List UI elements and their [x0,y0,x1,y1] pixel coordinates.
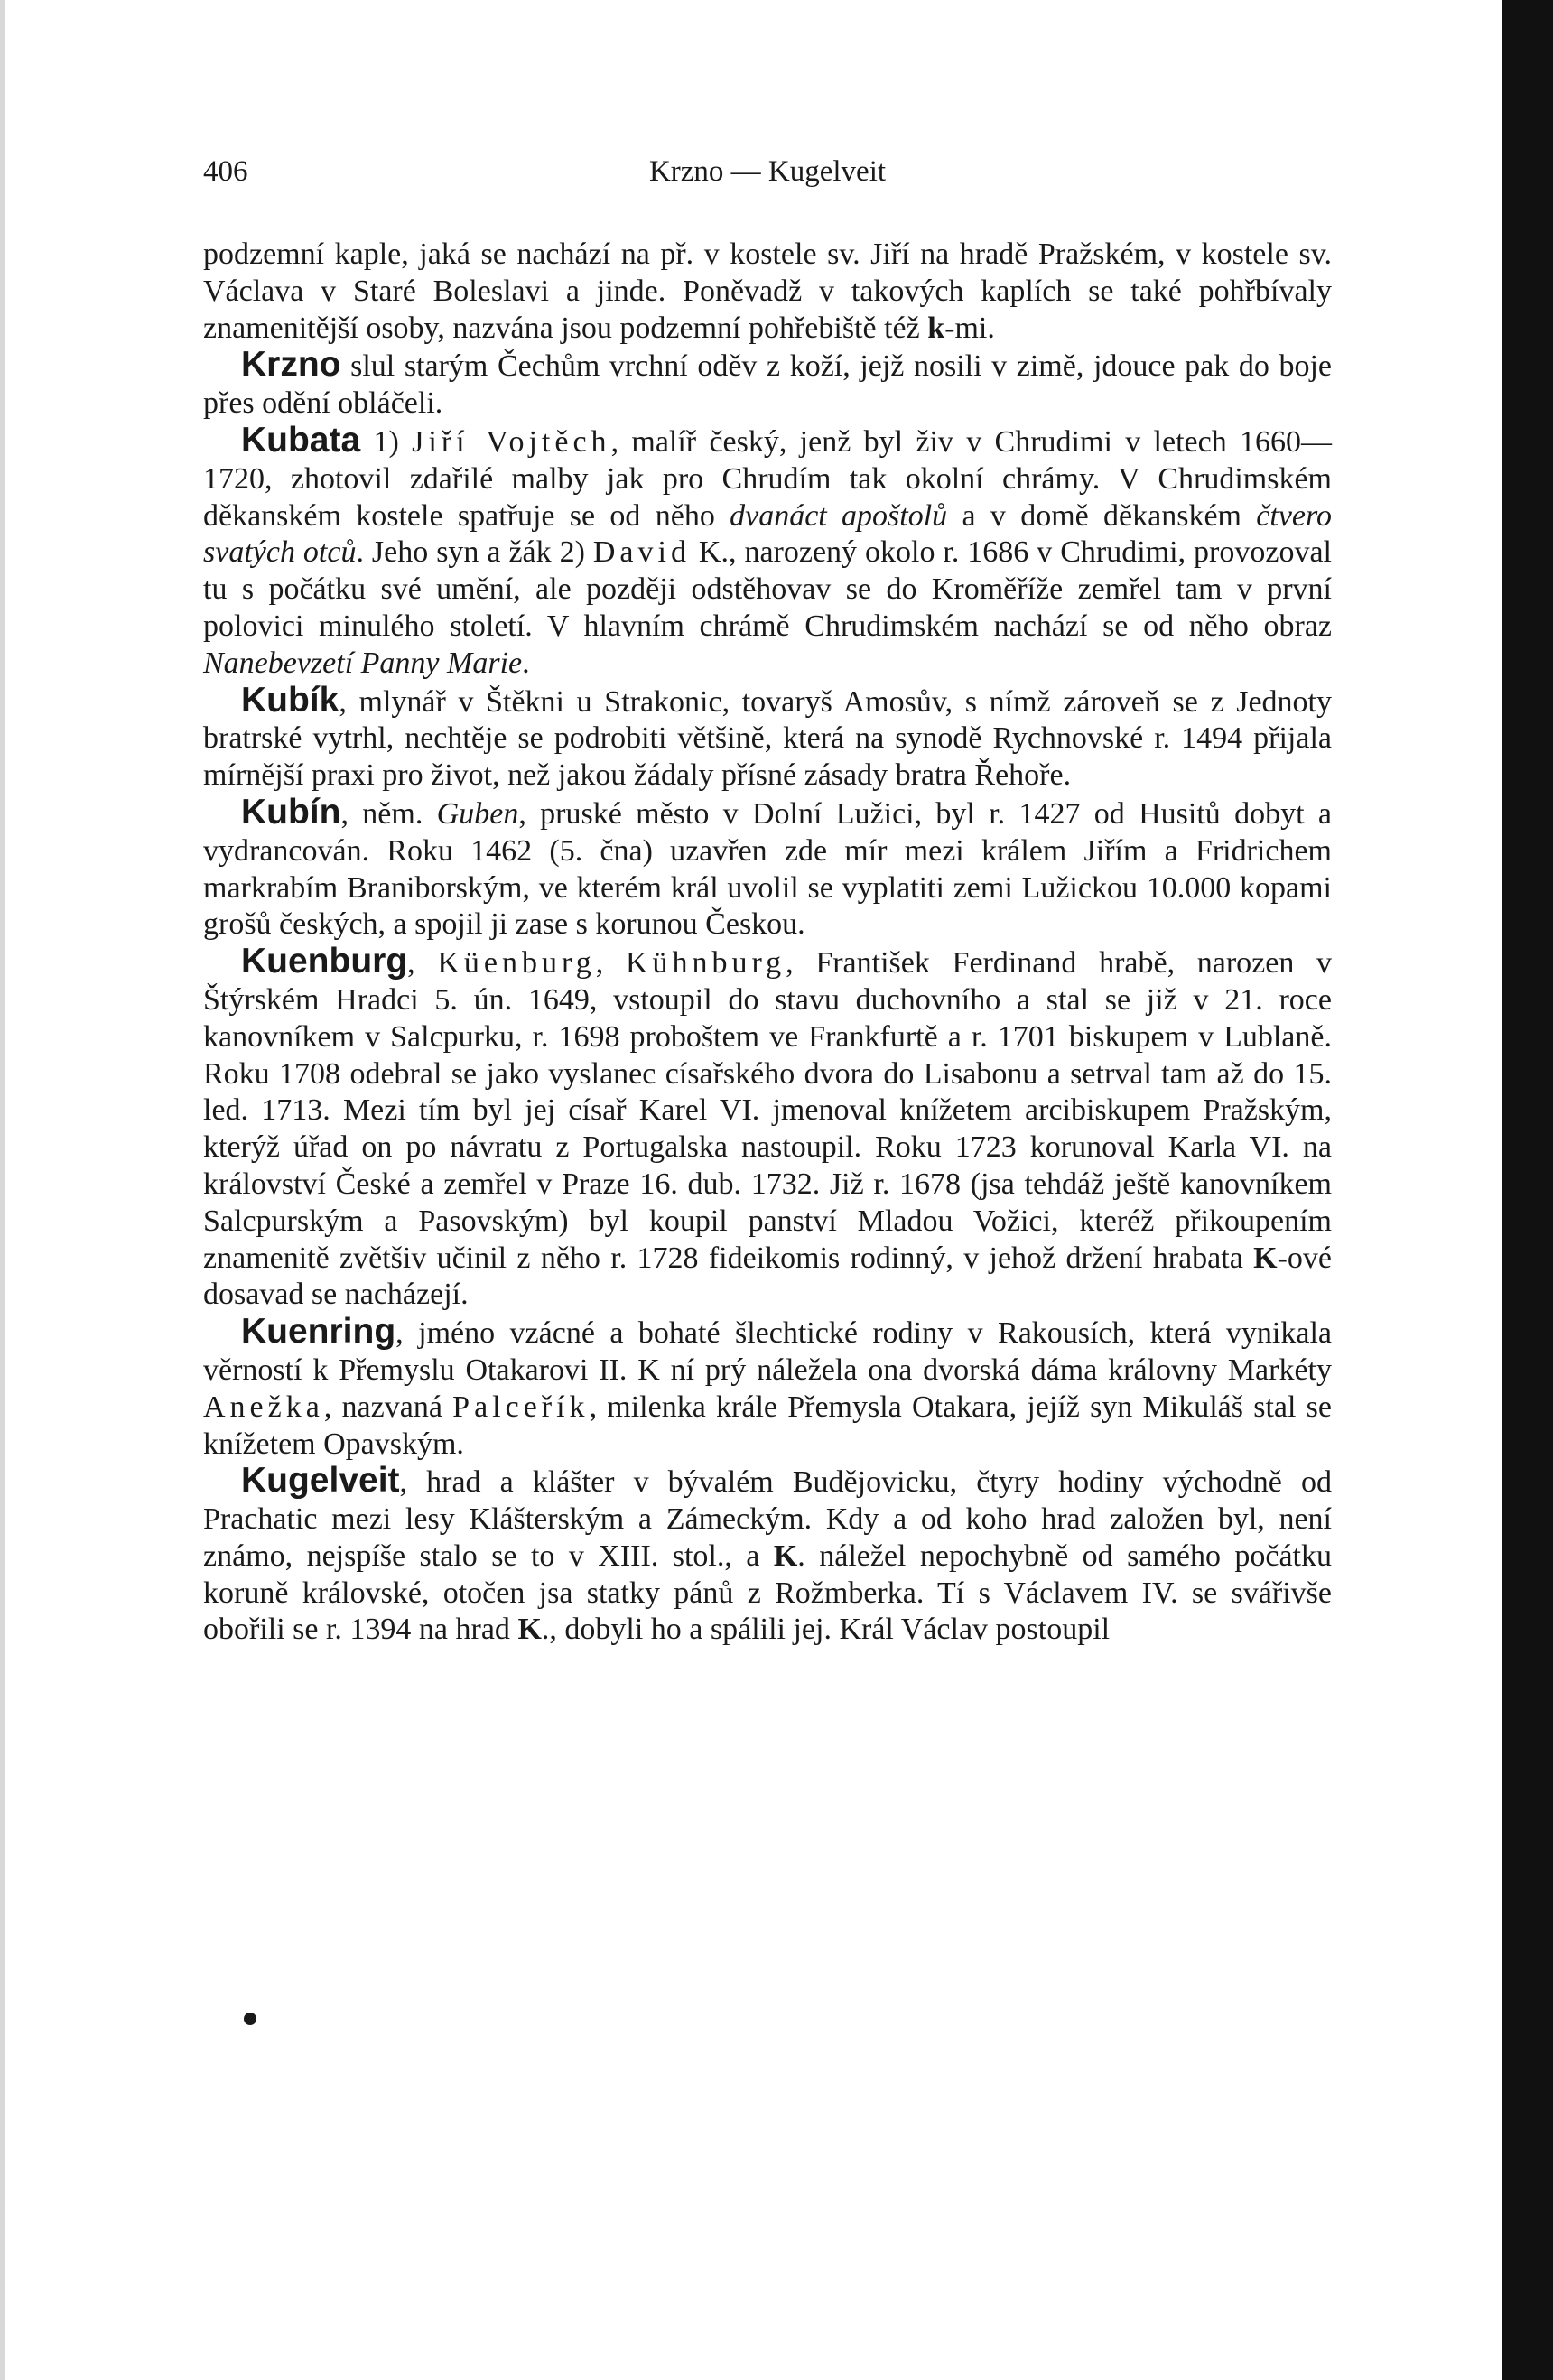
entry-kubata: Kubata 1) Jiří Vojtěch, malíř český, jenž byl živ v Chrudimi v letech 1660—1720, zhotovil zdařilé malby jak pro Chrudím tak okolní chrámy. V Chrudimském děkanském kostele spatřuje se od něho dvanáct apoštolů a v domě děkanském čtvero svatých otců. Jeho syn a žák 2) David K., narozený okolo r. 1686 v Chrudimi, provozoval tu s počátku své umění, ale později odstěhovav se do Kroměříže zemřel tam v první polovici minulého století. V hlavním chrámě Chrudimském nachází se od něho obraz Nanebevzetí Panny Marie. [203,420,1333,680]
scan-right-edge [1502,0,1553,2380]
entry-kuenburg: Kuenburg, Küenburg, Kühnburg, František Ferdinand hrabě, narozen v Štýrském Hradci 5. ún. 1649, vstoupil do stavu duchovního a stal se již v 21. roce kanovníkem v Salcpurku, r. 1698 proboštem ve Frankfurtě a r. 1701 biskupem v Lublaně. Roku 1708 odebral se jako vyslanec císařského dvora do Lisabonu a setrval tam až do 15. led. 1713. Mezi tím byl jej císař Karel VI. jmenoval knížetem arcibiskupem Pražským, kterýž úřad on po návratu z Portugalska nastoupil. Roku 1723 korunoval Karla VI. na království České a zemřel v Praze 16. dub. 1732. Již r. 1678 (jsa tehdáž ještě kanovníkem Salcpurským a Pasovským) byl koupil panství Mladou Vožici, kteréž přikoupením znamenitě zvětšiv učinil z něho r. 1728 fideikomis rodinný, v jehož držení hrabata K-ové dosavad se nacházejí. [203,942,1333,1312]
entries [203,237,1332,1649]
headword: Kuenring [241,1312,396,1352]
headword: Kuenburg [241,942,408,981]
entry-krzno: Krzno slul starým Čechům vrchní oděv z koží, jejž nosili v zimě, jdouce pak do boje přes odění obláčeli. [203,345,1332,421]
headword: Kubík [241,680,339,720]
page-number: 406 [203,155,248,188]
bullet-mark [244,2013,256,2025]
headword: Kugelveit [241,1461,400,1501]
headword: Kubín [241,792,341,832]
scan-left-edge [0,0,5,2380]
book-page [203,144,1332,1649]
entry-kugelveit: Kugelveit, hrad a klášter v bývalém Budějovicku, čtyry hodiny východně od Prachatic mezi lesy Klášterským a Zámeckým. Kdy a od koho hrad založen byl, není známo, nejspíše stalo se to v XIII. stol., a K. náležel nepochybně od samého počátku koruně královské, otočen jsa statky pánů z Rožmberka. Tí s Václavem IV. se svářivše obořili se r. 1394 na hrad K., dobyli ho a spálili jej. Král Václav postoupil [203,1461,1333,1647]
entry-kubik: Kubík, mlynář v Štěkni u Strakonic, tovaryš Amosův, s nímž zároveň se z Jednoty bratrské vytrhl, nechtěje se podrobiti většině, která na synodě Rychnovské r. 1494 přijala mírnější praxi pro život, než jakou žádaly přísné zásady bratra Řehoře. [203,680,1332,793]
headword: Kubata [241,420,361,460]
running-title: Krzno — Kugelveit [648,155,887,188]
running-header [203,144,1332,199]
entry-kubin: Kubín, něm. Guben, pruské město v Dolní Lužici, byl r. 1427 od Husitů dobyt a vydrancován. Roku 1462 (5. čna) uzavřen zde mír mezi králem Jiřím a Fridrichem markrabím Braniborským, ve kterém král uvolil se vyplatiti zemi Lužickou 10.000 kopami grošů českých, a spojil ji zase s korunou Českou. [203,792,1332,942]
headword: Krzno [241,345,341,385]
entry-kuenring: Kuenring, jméno vzácné a bohaté šlechtické rodiny v Rakousích, která vynikala věrností k Přemyslu Otakarovi II. K ní prý náležela ona dvorská dáma královny Markéty Anežka, nazvaná Palceřík, milenka krále Přemysla Otakara, jejíž syn Mikuláš stal se knížetem Opavským. [203,1312,1332,1461]
entry-continuation: podzemní kaple, jaká se nachází na př. v kostele sv. Jiří na hradě Pražském, v kostele sv. Václava v Staré Boleslavi a jinde. Poněvadž v takových kaplích se také pohřbívaly znamenitější osoby, nazvána jsou podzemní pohřebiště též k-mi. [203,237,1332,345]
